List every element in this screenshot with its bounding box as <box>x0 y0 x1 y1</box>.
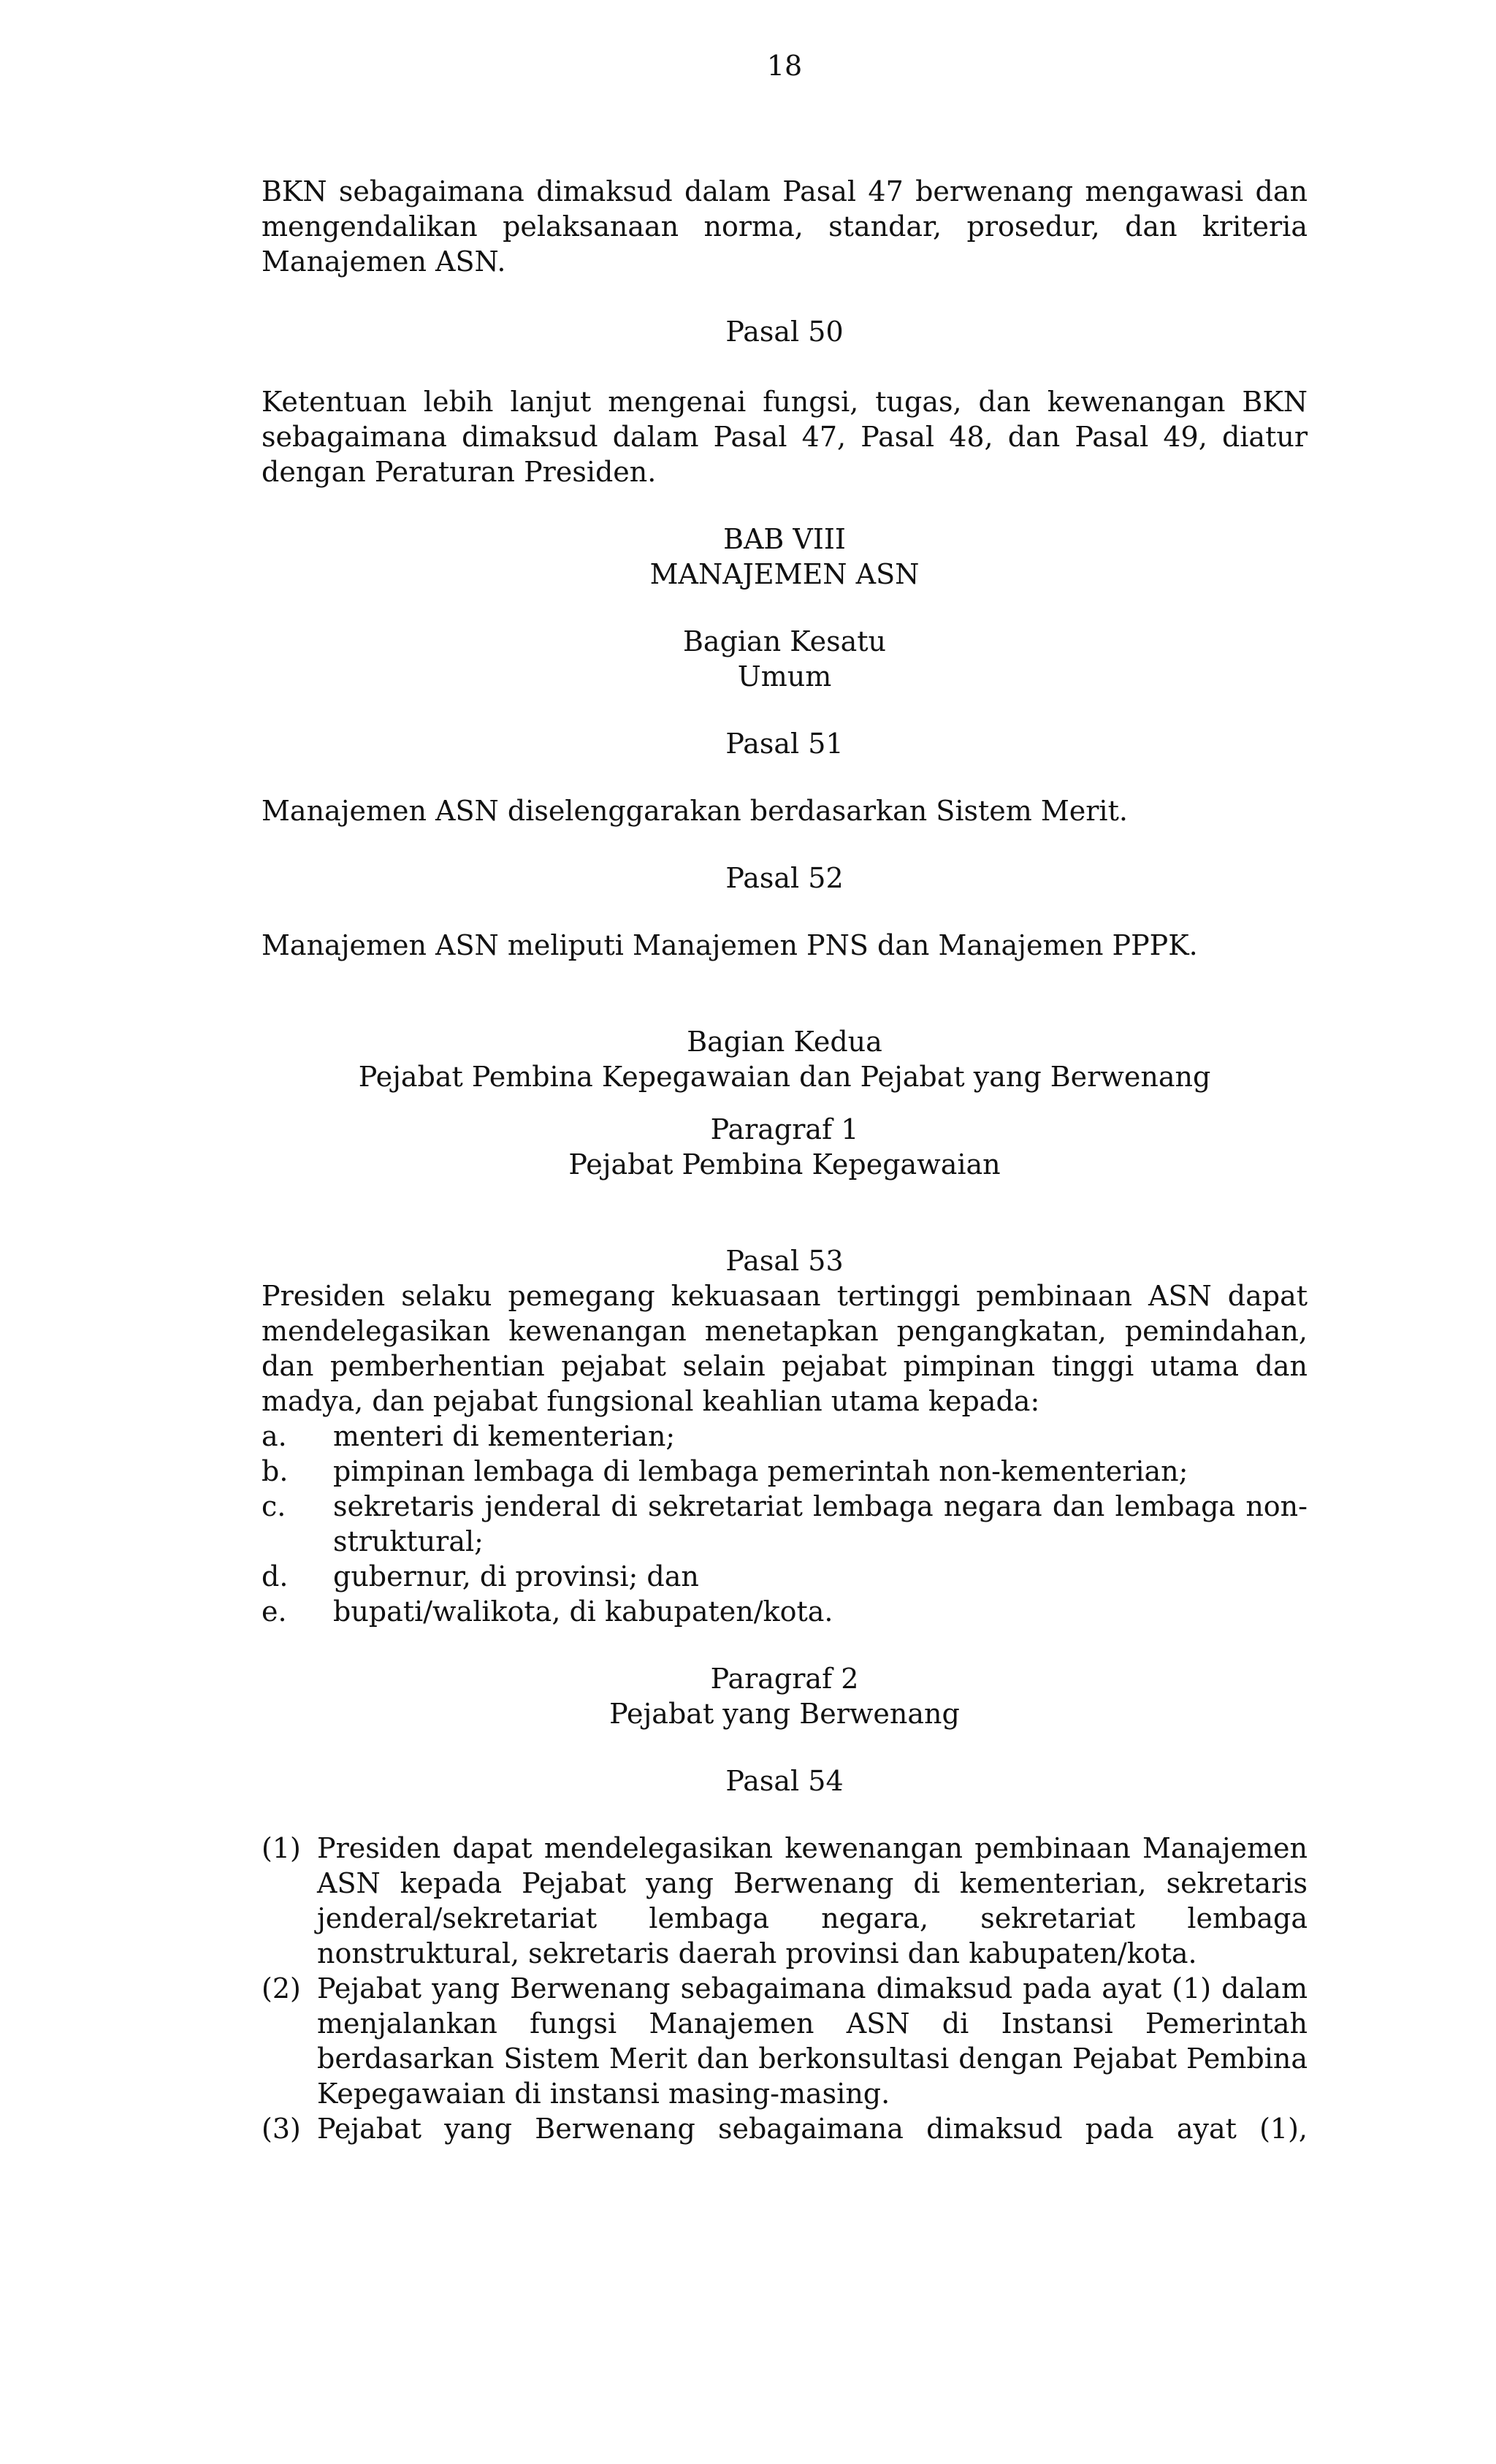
list-item-label: (3) <box>262 2113 301 2145</box>
pasal-53-list <box>262 1419 1308 1629</box>
list-item-label: b. <box>262 1455 289 1487</box>
paragraf-2-number: Paragraf 2 <box>710 1663 859 1695</box>
list-item-text: menteri di kementerian; <box>333 1420 676 1452</box>
list-item-label: (1) <box>262 1832 301 1864</box>
pasal-50-title: Pasal 50 <box>725 316 844 348</box>
paragraf-1-number: Paragraf 1 <box>710 1113 859 1145</box>
intro-paragraph: BKN sebagaimana dimaksud dalam Pasal 47 berwenang mengawasi dan mengendalikan pelaksanaan norma, standar, prosedur, dan kriteria Manajemen ASN. <box>262 175 1308 278</box>
paragraf-2-title: Pejabat yang Berwenang <box>609 1698 960 1730</box>
bagian-kedua-number: Bagian Kedua <box>687 1026 882 1058</box>
pasal-51-text: Manajemen ASN diselenggarakan berdasarkan Sistem Merit. <box>262 795 1128 827</box>
pasal-53-title: Pasal 53 <box>725 1245 844 1277</box>
document-body <box>262 174 1308 2146</box>
list-item-label: a. <box>262 1420 287 1452</box>
bagian-kesatu-title: Umum <box>737 660 832 693</box>
pasal-52-title: Pasal 52 <box>725 862 844 894</box>
list-item-label: c. <box>262 1490 286 1522</box>
list-item-text: Presiden dapat mendelegasikan kewenangan pembinaan Manajemen ASN kepada Pejabat yang Berwenang di kementerian, sekretaris jenderal/sekretariat lembaga negara, sekretariat lembaga nonstruktural, sekretaris daerah provinsi dan kabupaten/kota. <box>317 1832 1308 1969</box>
bagian-kedua-title: Pejabat Pembina Kepegawaian dan Pejabat yang Berwenang <box>358 1061 1211 1093</box>
paragraf-1-title: Pejabat Pembina Kepegawaian <box>568 1148 1001 1180</box>
list-item <box>262 1489 1308 1559</box>
list-item-text: gubernur, di provinsi; dan <box>333 1560 699 1593</box>
list-item-label: e. <box>262 1595 287 1628</box>
list-item-text: bupati/walikota, di kabupaten/kota. <box>333 1595 833 1628</box>
list-item <box>262 2111 1308 2146</box>
pasal-50-text: Ketentuan lebih lanjut mengenai fungsi, tugas, dan kewenangan BKN sebagaimana dimaksud dalam Pasal 47, Pasal 48, dan Pasal 49, diatur dengan Peraturan Presiden. <box>262 386 1308 488</box>
pasal-54-title: Pasal 54 <box>725 1765 844 1797</box>
bab-number: BAB VIII <box>723 523 846 555</box>
list-item <box>262 1831 1308 1971</box>
pasal-53-text: Presiden selaku pemegang kekuasaan tertinggi pembinaan ASN dapat mendelegasikan kewenangan menetapkan pengangkatan, pemindahan, dan pemberhentian pejabat selain pejabat pimpinan tinggi utama dan madya, dan pejabat fungsional keahlian utama kepada: <box>262 1280 1308 1417</box>
bagian-kesatu-number: Bagian Kesatu <box>682 625 887 657</box>
list-item-label: d. <box>262 1560 289 1593</box>
list-item <box>262 1594 1308 1629</box>
pasal-51-title: Pasal 51 <box>725 728 844 760</box>
list-item <box>262 1419 1308 1454</box>
list-item <box>262 1454 1308 1489</box>
bab-title: MANAJEMEN ASN <box>649 558 920 590</box>
list-item-text: Pejabat yang Berwenang sebagaimana dimaksud pada ayat (1), <box>317 2113 1308 2145</box>
pasal-52-text: Manajemen ASN meliputi Manajemen PNS dan Manajemen PPPK. <box>262 929 1198 961</box>
list-item <box>262 1971 1308 2111</box>
list-item-text: Pejabat yang Berwenang sebagaimana dimaksud pada ayat (1) dalam menjalankan fungsi Manajemen ASN di Instansi Pemerintah berdasarkan Sistem Merit dan berkonsultasi dengan Pejabat Pembina Kepegawaian di instansi masing-masing. <box>317 1972 1308 2110</box>
list-item-text: pimpinan lembaga di lembaga pemerintah non-kementerian; <box>333 1455 1188 1487</box>
list-item-label: (2) <box>262 1972 301 2005</box>
page-number: 18 <box>766 50 803 82</box>
pasal-54-list <box>262 1831 1308 2146</box>
list-item <box>262 1559 1308 1594</box>
list-item-text: sekretaris jenderal di sekretariat lembaga negara dan lembaga non-struktural; <box>333 1490 1308 1557</box>
